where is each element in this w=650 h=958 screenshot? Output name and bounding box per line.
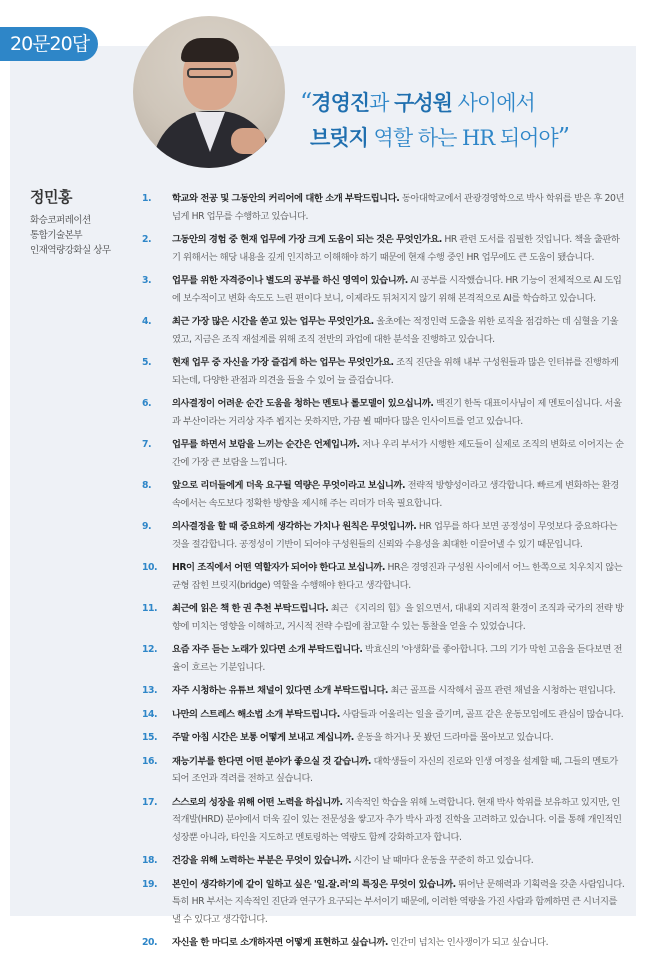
qa-number: 7. (142, 439, 152, 450)
qa-number: 14. (142, 708, 158, 720)
qa-answer: HR 관련 도서를 집필한 것입니다. 책을 출판하기 위해서는 해당 내용을 깊게 인지하고 이해해야 하기 때문에 현재 수행 중인 HR 업무에도 큰 도움이 됐습니다. (172, 234, 620, 263)
qa-item (142, 729, 626, 747)
qa-answer: 지속적인 학습을 위해 노력합니다. 현재 박사 학위를 보유하고 있지만, 인적개발(HRD) 분야에서 더욱 깊이 있는 전문성을 쌓고자 추가 박사 과정 진학을 고려하고 있습니다. 이를 통해 개인적인 성장뿐 아니라, 타인을 지도하고 멘토링하는 역량도 함께 강화하고자 합니다. (172, 796, 622, 843)
qa-number: 18. (142, 855, 158, 866)
qa-item (142, 934, 626, 952)
qa-item (142, 518, 626, 553)
qa-number: 19. (142, 878, 158, 890)
qa-number: 8. (142, 480, 152, 491)
qa-number: 2. (142, 234, 152, 245)
qa-answer: 백진기 한독 대표이사님이 제 멘토이십니다. 서울과 부산이라는 거리상 자주 뵙지는 못하지만, 가끔 뵐 때마다 많은 인사이트를 얻고 있습니다. (172, 398, 622, 427)
qa-number: 20. (142, 937, 158, 948)
qa-question: 그동안의 경험 중 현재 업무에 가장 크게 도움이 되는 것은 무엇인가요. (172, 234, 442, 245)
qa-item (142, 682, 626, 700)
qa-answer: 운동을 하거나 못 봤던 드라마를 몰아보고 있습니다. (353, 732, 554, 743)
quote-line-1 (300, 86, 630, 119)
qa-question: 나만의 스트레스 해소법 소개 부탁드립니다. (172, 708, 340, 720)
quote-close-mark: ” (557, 123, 569, 151)
qa-item (142, 190, 626, 225)
photo-glasses (187, 68, 233, 78)
qa-question: 재능기부를 한다면 어떤 분야가 좋으실 것 같습니까. (172, 755, 371, 767)
qa-answer: 전략적 방향성이라고 생각합니다. 빠르게 변화하는 환경 속에서는 속도보다 정확한 방향을 제시해 주는 리더가 더욱 필요합니다. (172, 480, 619, 509)
quote-keyword-1: 경영진 (311, 90, 370, 115)
qa-number: 11. (142, 603, 158, 614)
qa-question: 앞으로 리더들에게 더욱 요구될 역량은 무엇이라고 보십니까. (172, 480, 406, 491)
quote-text-2: 사이에서 (451, 91, 535, 115)
qa-answer: 최근 《지리의 힘》을 읽으면서, 대내외 지리적 환경이 조직과 국가의 전략 방향에 미치는 영향을 이해하고, 거시적 전략 수립에 참고할 수 있는 통찰을 얻을 수 있었습니다. (172, 603, 624, 632)
qa-question: 건강을 위해 노력하는 부분은 무엇이 있습니까. (172, 855, 352, 866)
qa-answer: 최근 골프를 시작해서 골프 관련 채널을 시청하는 편입니다. (388, 685, 616, 696)
qa-item (142, 641, 626, 676)
qa-item (142, 477, 626, 512)
qa-question: 자주 시청하는 유튜브 채널이 있다면 소개 부탁드립니다. (172, 685, 389, 696)
interviewee-company: 화승코퍼레이션 (30, 215, 91, 226)
qa-number: 9. (142, 521, 152, 532)
qa-question: 의사결정이 어려운 순간 도움을 청하는 멘토나 롤모델이 있으십니까. (172, 398, 434, 409)
qa-answer: AI 공부를 시작했습니다. HR 기능이 전체적으로 AI 도입에 보수적이고 변화 속도도 느린 편이다 보니, 이제라도 뒤처지지 않기 위해 본격적으로 AI를 학습하고 있습니다. (172, 275, 622, 304)
qa-number: 4. (142, 316, 152, 327)
qa-question: 업무를 위한 자격증이나 별도의 공부를 하신 영역이 있습니까. (172, 275, 408, 286)
qa-question: 자신을 한 마디로 소개하자면 어떻게 표현하고 싶습니까. (172, 937, 389, 948)
interviewee-title: 인재역량강화실 상무 (30, 245, 111, 256)
section-tag: 20문20답 (0, 27, 98, 61)
qa-item (142, 231, 626, 266)
qa-item (142, 436, 626, 471)
qa-question: 본인이 생각하기에 같이 일하고 싶은 '일.잘.러'의 특징은 무엇이 있습니까. (172, 878, 456, 890)
interviewee-info (30, 186, 140, 258)
photo-hair (181, 38, 239, 62)
qa-item (142, 395, 626, 430)
qa-number: 15. (142, 732, 158, 743)
qa-item (142, 876, 626, 929)
qa-number: 10. (142, 562, 158, 573)
qa-number: 5. (142, 357, 152, 368)
qa-question: HR이 조직에서 어떤 역할자가 되어야 한다고 보십니까. (172, 562, 385, 573)
qa-answer: 올초에는 적정인력 도출을 위한 로직을 점검하는 데 심혈을 기울였고, 지금은 조직 재설계를 위해 조직 전반의 과업에 대한 분석을 진행하고 있습니다. (172, 316, 619, 345)
qa-item (142, 706, 626, 724)
qa-item (142, 559, 626, 594)
qa-item (142, 852, 626, 870)
qa-number: 1. (142, 193, 152, 204)
qa-answer: 박효신의 '야생화'를 좋아합니다. 그의 기가 막힌 고음을 듣다보면 전율이 흐르는 기분입니다. (172, 644, 623, 673)
qa-answer: 뛰어난 문해력과 기획력을 갖춘 사람입니다. 특히 HR 부서는 지속적인 진단과 연구가 요구되는 부서이기 때문에, 이러한 역량을 가진 사람과 함께하면 큰 시너지를 낼 수 있다고 생각합니다. (172, 878, 625, 925)
qa-question: 최근 가장 많은 시간을 쏟고 있는 업무는 무엇인가요. (172, 316, 374, 327)
headline-quote (300, 86, 630, 156)
qa-item (142, 753, 626, 788)
interviewee-photo (133, 16, 285, 168)
qa-question: 학교와 전공 및 그동안의 커리어에 대한 소개 부탁드립니다. (172, 193, 400, 204)
qa-item (142, 313, 626, 348)
qa-answer: HR은 경영진과 구성원 사이에서 어느 한쪽으로 치우치지 않는 균형 잡힌 브릿지(bridge) 역할을 수행해야 한다고 생각합니다. (172, 562, 623, 591)
quote-keyword-3: 브릿지 (310, 125, 368, 150)
qa-number: 17. (142, 796, 158, 808)
photo-hand (231, 128, 265, 154)
qa-question: 스스로의 성장을 위해 어떤 노력을 하십니까. (172, 796, 343, 808)
qa-answer: 시간이 날 때마다 운동을 꾸준히 하고 있습니다. (351, 855, 534, 866)
qa-item (142, 794, 626, 847)
qa-item (142, 600, 626, 635)
quote-open-mark: “ (300, 88, 312, 116)
qa-question: 현재 업무 중 자신을 가장 즐겁게 하는 업무는 무엇인가요. (172, 357, 394, 368)
qa-question: 의사결정을 할 때 중요하게 생각하는 가치나 원칙은 무엇입니까. (172, 521, 417, 532)
qa-number: 3. (142, 275, 152, 286)
qa-answer: 대학생들이 자신의 진로와 인생 여정을 설계할 때, 그들의 멘토가 되어 조언과 격려를 전하고 싶습니다. (172, 755, 618, 784)
quote-text-3: 역할 하는 HR 되어야 (367, 126, 558, 150)
qa-answer: 조직 진단을 위해 내부 구성원들과 많은 인터뷰를 진행하게 되는데, 다양한 관점과 의견을 들을 수 있어 늘 즐겁습니다. (172, 357, 619, 386)
qa-answer: HR 업무를 하다 보면 공정성이 무엇보다 중요하다는 것을 절감합니다. 공정성이 기반이 되어야 구성원들의 신뢰와 수용성을 최대한 이끌어낼 수 있기 때문입니다. (172, 521, 618, 550)
qa-question: 요즘 자주 듣는 노래가 있다면 소개 부탁드립니다. (172, 644, 363, 655)
qa-question: 최근에 읽은 책 한 권 추천 부탁드립니다. (172, 603, 329, 614)
qa-answer: 동아대학교에서 관광경영학으로 박사 학위를 받은 후 20년 넘게 HR 업무를 수행하고 있습니다. (172, 193, 625, 222)
qa-item (142, 272, 626, 307)
interviewee-division: 통합기술본부 (30, 230, 83, 241)
quote-keyword-2: 구성원 (394, 90, 452, 115)
qa-question: 주말 아침 시간은 보통 어떻게 보내고 계십니까. (172, 732, 354, 743)
qa-number: 13. (142, 685, 158, 696)
interviewee-name: 정민홍 (30, 188, 72, 206)
qa-question: 업무를 하면서 보람을 느끼는 순간은 언제입니까. (172, 439, 360, 450)
qa-answer: 저나 우리 부서가 시행한 제도들이 실제로 조직의 변화로 이어지는 순간에 가장 큰 보람을 느낍니다. (172, 439, 624, 468)
qa-answer: 사람들과 어울리는 일을 즐기며, 골프 같은 운동모임에도 관심이 많습니다. (339, 708, 624, 720)
qa-item (142, 354, 626, 389)
qa-number: 6. (142, 398, 152, 409)
qa-answer: 인간미 넘치는 인사쟁이가 되고 싶습니다. (388, 937, 549, 948)
quote-line-2 (300, 119, 630, 156)
qa-number: 16. (142, 755, 158, 767)
qa-number: 12. (142, 644, 158, 655)
quote-text-1: 과 (369, 91, 395, 115)
qa-list (142, 190, 626, 958)
